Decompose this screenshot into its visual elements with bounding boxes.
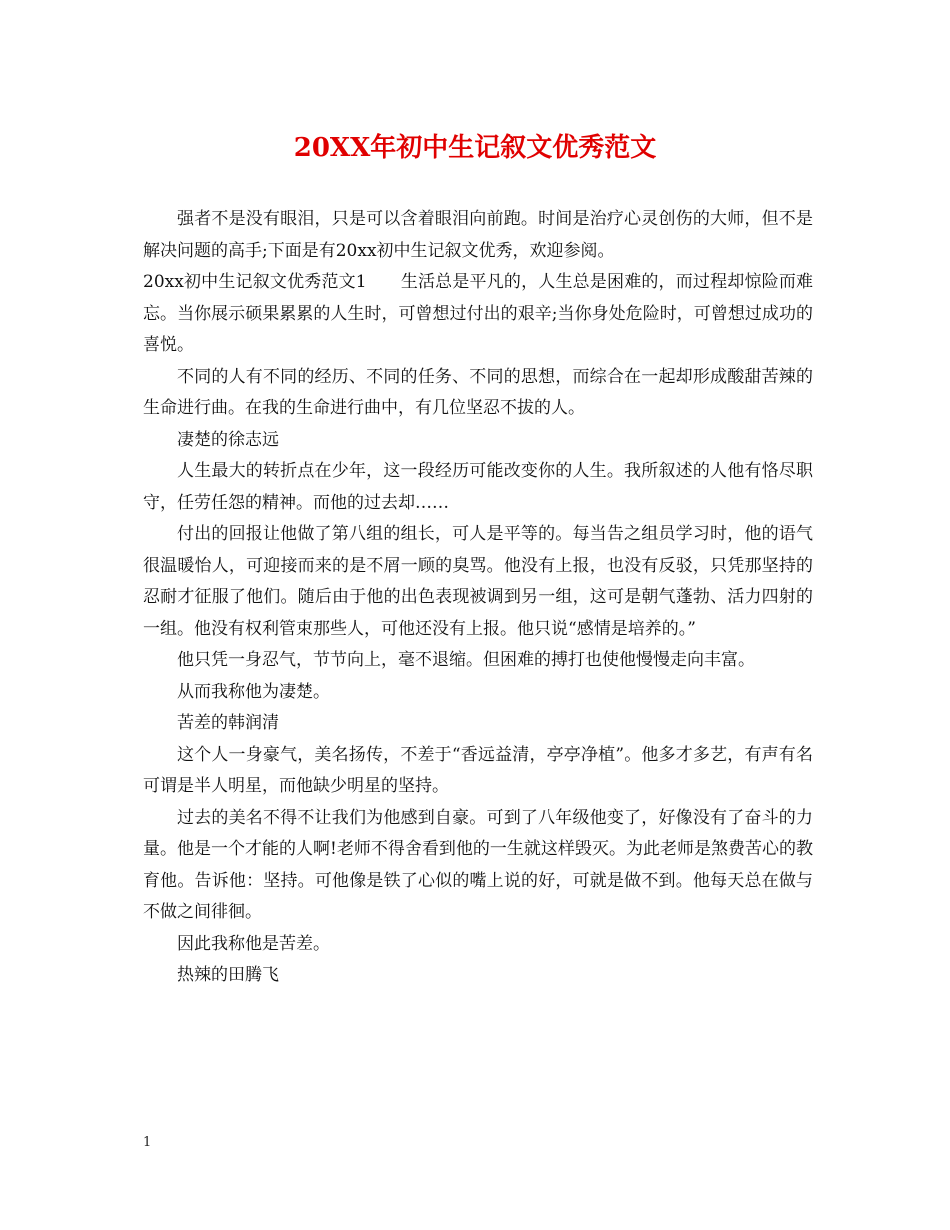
paragraph (143, 362, 813, 425)
paragraph-text: 他只凭一身忍气，节节向上，毫不退缩。但困难的搏打也使他慢慢走向丰富。 (177, 650, 755, 670)
paragraph (143, 204, 813, 267)
paragraph-text: 因此我称他是苦差。 (177, 933, 330, 954)
paragraph-text: 人生最大的转折点在少年，这一段经历可能改变你的人生。我所叙述的人他有恪尽职守，任劳任怨的精神。而他的过去却…… (143, 461, 813, 513)
document-body (143, 204, 813, 992)
paragraph-text: 从而我称他为凄楚。 (177, 681, 330, 702)
paragraph-text: 强者不是没有眼泪，只是可以含着眼泪向前跑。时间是治疗心灵创伤的大师，但不是解决问题的高手;下面是有20xx初中生记叙文优秀，欢迎参阅。 (143, 209, 813, 261)
paragraph-text: 生活总是平凡的，人生总是困难的，而过程却惊险而难忘。当你展示硕果累累的人生时，可曾想过付出的艰辛;当你身处危险时，可曾想过成功的喜悦。 (143, 272, 814, 355)
paragraph-text: 过去的美名不得不让我们为他感到自豪。可到了八年级他变了，好像没有了奋斗的力量。他是一个才能的人啊!老师不得舍看到他的一生就这样毁灭。为此老师是煞费苦心的教育他。告诉他：坚持。可他像是铁了心似的嘴上说的好，可就是做不到。他每天总在做与不做之间徘徊。 (143, 807, 813, 922)
paragraph (143, 645, 813, 677)
document-title: 20XX年初中生记叙文优秀范文 (293, 133, 657, 163)
subheading (143, 960, 813, 992)
paragraph (143, 456, 813, 519)
subheading-text: 热辣的田腾飞 (177, 965, 279, 985)
paragraph (143, 740, 813, 803)
subheading-text: 凄楚的徐志远 (177, 429, 279, 450)
paragraph-text: 付出的回报让他做了第八组的组长，可人是平等的。每当告之组员学习时，他的语气很温暖怡人，可迎接而来的是不屑一顾的臭骂。他没有上报，也没有反驳，只凭那坚持的忍耐才征服了他们。随后由于他的出色表现被调到另一组，这可是朝气蓬勃、活力四射的一组。他没有权利管束那些人，可他还没有上报。他只说“感情是培养的。” (143, 524, 813, 639)
paragraph (143, 803, 813, 929)
paragraph-text: 不同的人有不同的经历、不同的任务、不同的思想，而综合在一起却形成酸甜苦辣的生命进行曲。在我的生命进行曲中，有几位坚忍不拔的人。 (143, 366, 813, 418)
paragraph (143, 929, 813, 961)
subheading-text: 苦差的韩润清 (177, 713, 279, 733)
paragraph (143, 519, 813, 645)
paragraph (143, 267, 813, 362)
paragraph-text: 这个人一身豪气，美名扬传，不差于“香远益清，亭亭净植”。他多才多艺，有声有名可谓是半人明星，而他缺少明星的坚持。 (143, 744, 813, 796)
page-number: 1 (143, 1135, 152, 1150)
subheading (143, 708, 813, 740)
paragraph (143, 677, 813, 709)
section-heading: 20xx初中生记叙文优秀范文1 (143, 272, 367, 292)
subheading (143, 425, 813, 457)
